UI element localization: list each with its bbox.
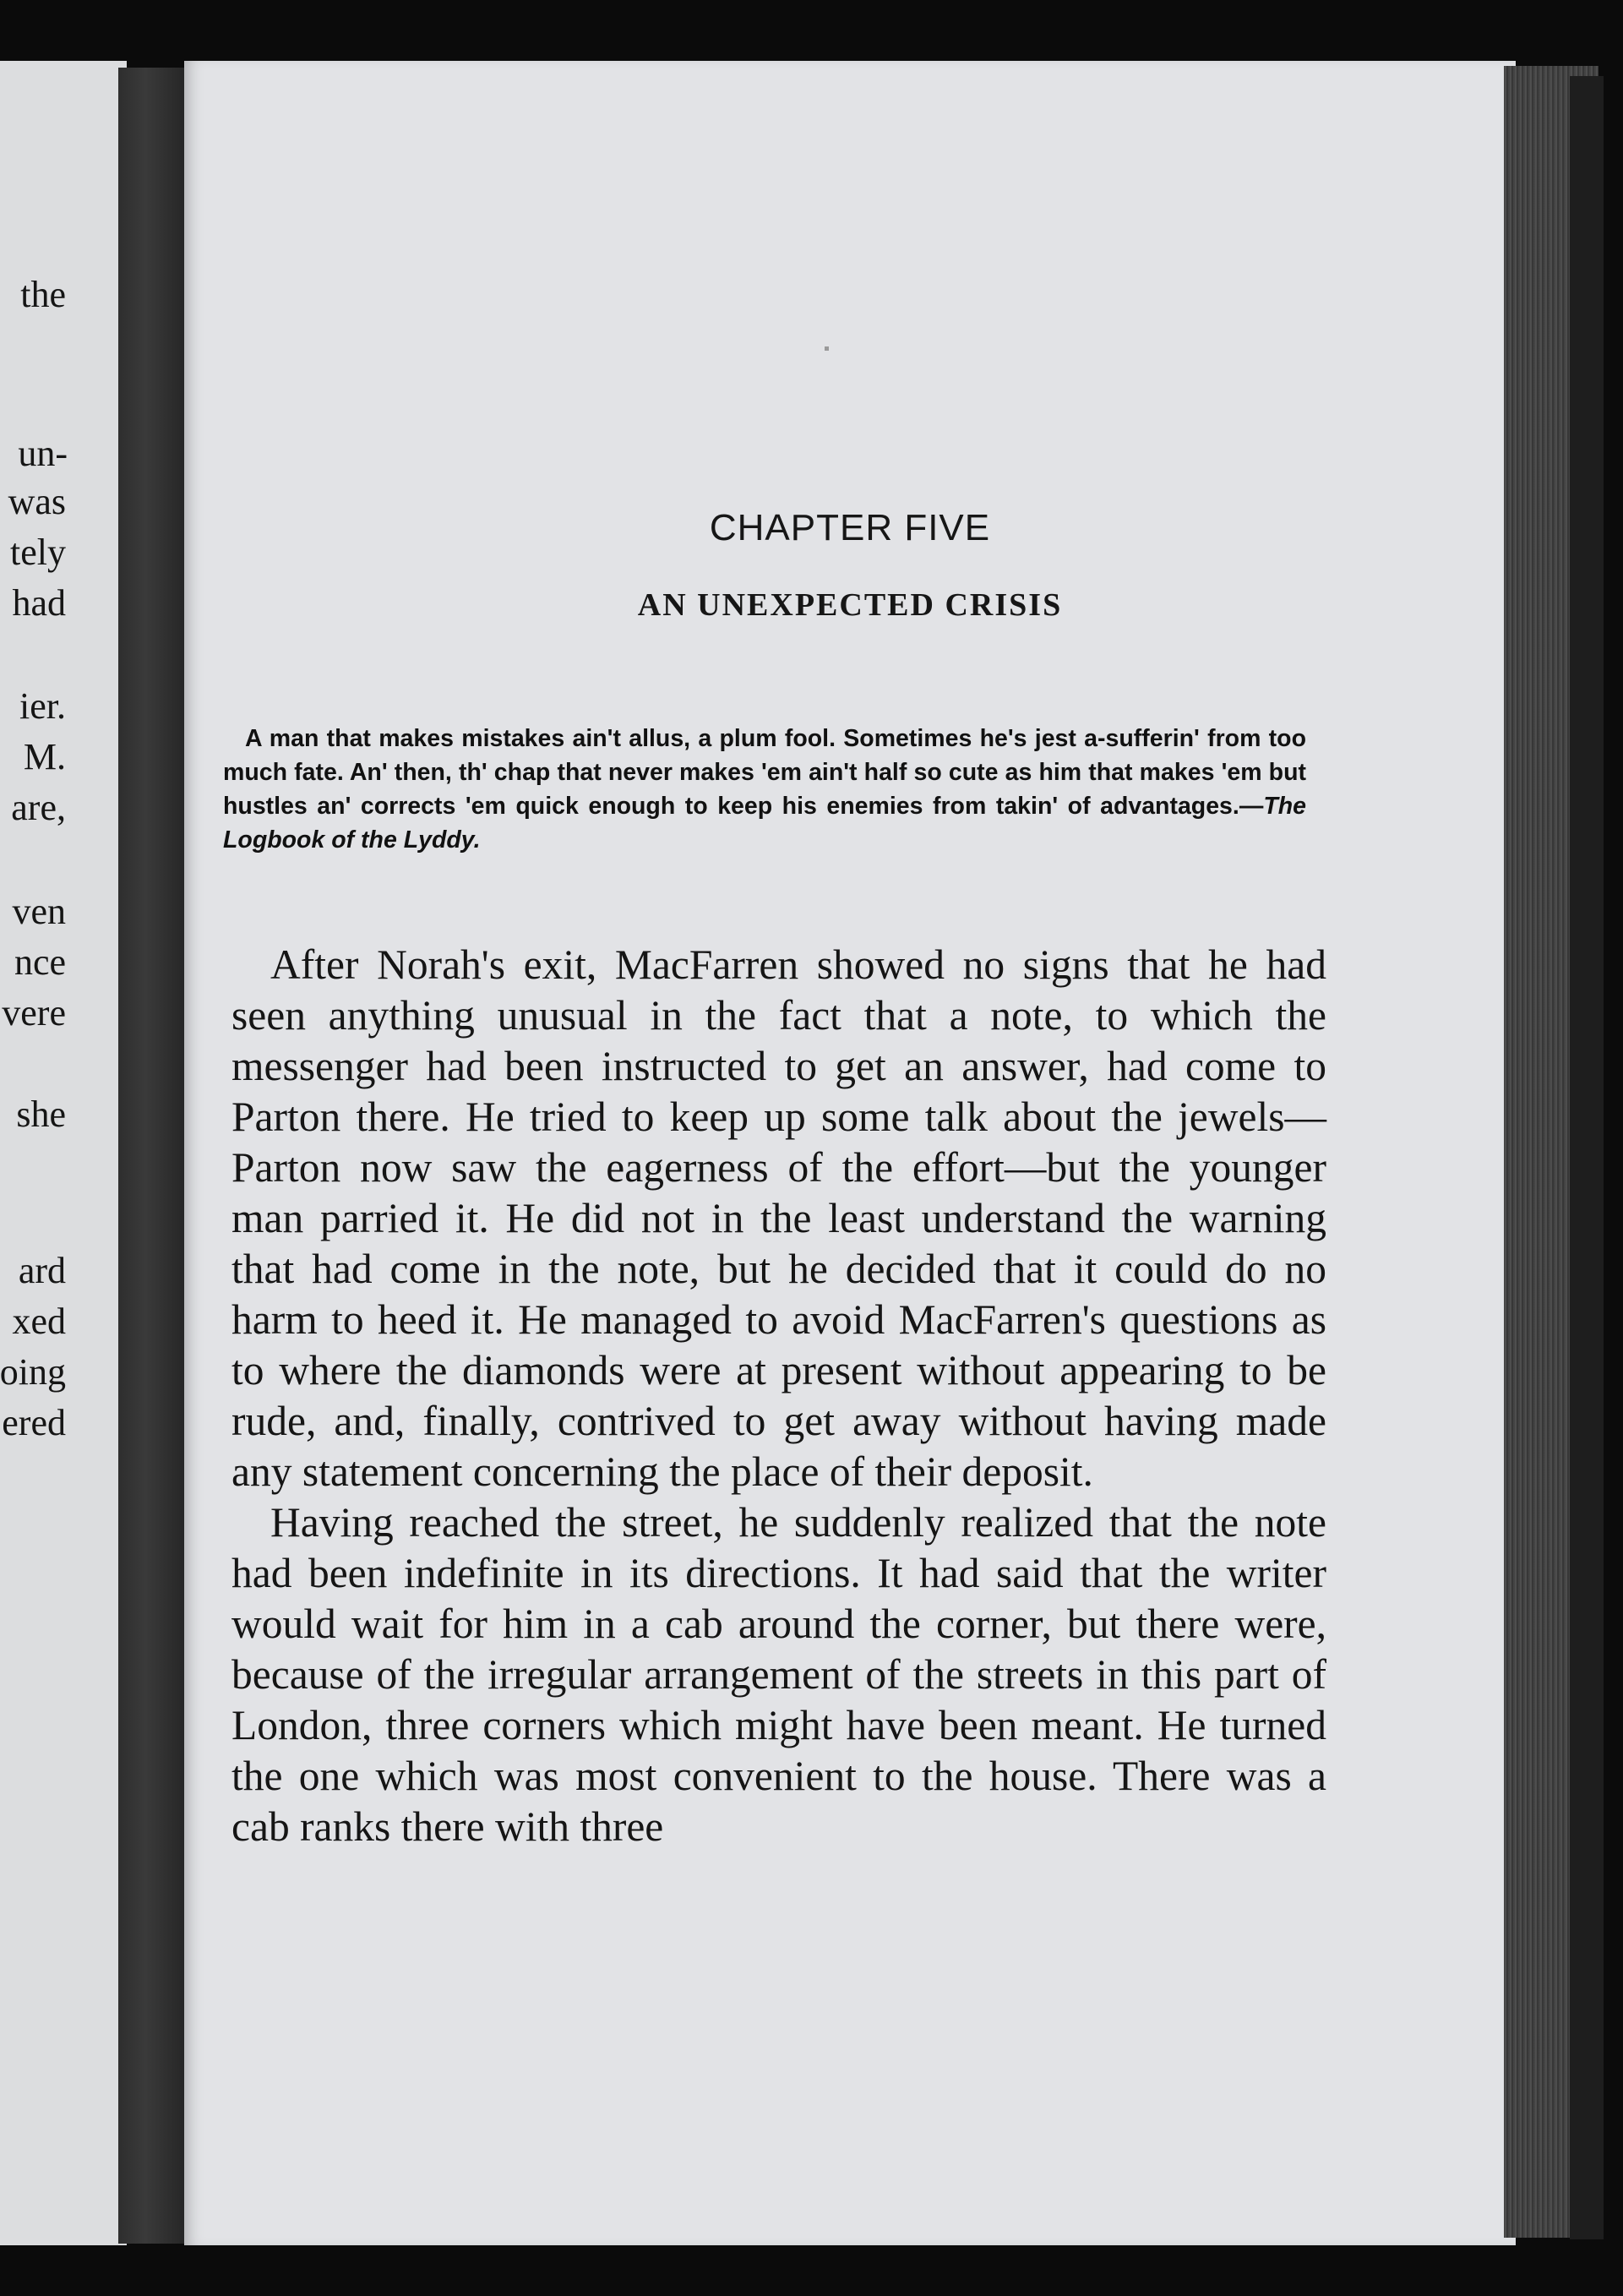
book-cover-edge [1570,76,1604,2239]
body-paragraph: Having reached the street, he suddenly realized that the note had been indefinite in its directions. It had said that the writer would wait for him in a cab around the corner, but there were, because of the irregular arrangement of the streets in this part of London, three corners which might have been meant. He turned the one which was most convenient to the house. There was a cab ranks there with three [231,1499,1326,1850]
chapter-epigraph [223,722,1306,857]
chapter-body [231,940,1326,1852]
left-facing-page [0,61,127,2245]
epigraph-source: The Logbook of the Lyddy. [223,793,1306,854]
left-fragment: ard [18,1250,66,1291]
left-fragment: oing [0,1351,66,1393]
left-fragment: nce [14,941,66,983]
speck-mark [825,346,829,351]
left-fragment: un- [18,433,68,474]
left-fragment: are, [11,787,66,828]
body-paragraph: After Norah's exit, MacFarren showed no signs that he had seen anything unusual in the fact that a note, to which the messenger had been instructed to get an answer, had come to Parton there. He tried to keep up some talk about the jewels—Parton now saw the eagerness of the effort—but the younger man parried it. He did not in the least understand the warning that had come in the note, but he decided that it could do no harm to heed it. He managed to avoid MacFarren's questions as to where the diamonds were at present without appearing to be rude, and, finally, contrived to get away without having made any statement concerning the place of their deposit. [231,941,1326,1495]
chapter-number: CHAPTER FIVE [709,507,991,548]
left-fragment: ven [12,891,66,932]
book-gutter-shadow [118,68,186,2244]
left-fragment: she [16,1093,66,1135]
left-fragment: the [20,274,66,315]
left-fragment: was [8,481,66,522]
left-fragment: M. [23,736,66,777]
book-page [184,61,1516,2245]
left-fragment: ered [2,1402,66,1443]
left-fragment: ier. [19,685,66,727]
left-fragment: vere [2,992,66,1033]
left-fragment: had [12,582,66,624]
epigraph-quote: A man that makes mistakes ain't allus, a plum fool. Sometimes he's jest a-sufferin' from too much fate. An' then, th' chap that never makes 'em ain't half so cute as him that makes 'em but hustles an' corrects 'em quick enough to keep his enemies from takin' of advantages.— [223,725,1306,820]
chapter-title: AN UNEXPECTED CRISIS [637,587,1063,623]
left-fragment: tely [10,532,66,573]
left-page-text-fragments [0,61,127,2245]
left-fragment: xed [12,1301,66,1342]
